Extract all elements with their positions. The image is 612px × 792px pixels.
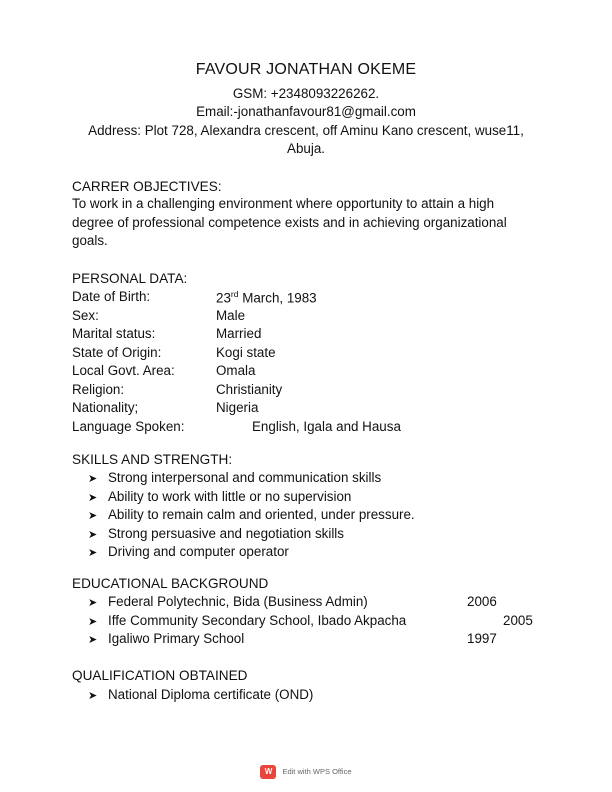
objectives-line-3: goals. <box>72 233 108 248</box>
nationality-label: Nationality; <box>72 400 139 415</box>
education-year: 2005 <box>503 613 533 628</box>
personal-data-heading: PERSONAL DATA: <box>72 271 188 286</box>
objectives-heading: CARRER OBJECTIVES: <box>72 179 222 194</box>
language-label: Language Spoken: <box>72 419 185 434</box>
candidate-name: FAVOUR JONATHAN OKEME <box>195 61 417 78</box>
dob-label: Date of Birth: <box>72 289 151 304</box>
lga-label: Local Govt. Area: <box>72 363 175 378</box>
arrowhead-bullet-icon: ➤ <box>88 634 98 646</box>
arrowhead-bullet-icon: ➤ <box>88 492 98 504</box>
religion-value: Christianity <box>216 382 283 397</box>
dob-suffix: rd <box>230 289 239 299</box>
qualification-heading: QUALIFICATION OBTAINED <box>72 668 248 683</box>
wps-watermark[interactable] <box>0 765 612 779</box>
state-label: State of Origin: <box>72 345 162 360</box>
religion-label: Religion: <box>72 382 125 397</box>
sex-value: Male <box>216 308 246 323</box>
list-item: ➤ Ability to work with little or no supervision <box>88 489 352 504</box>
objectives-line-2: degree of professional competence exists and in achieving organizational <box>72 215 507 230</box>
list-item: ➤ Federal Polytechnic, Bida (Business Admin) <box>88 594 368 609</box>
arrowhead-bullet-icon: ➤ <box>88 510 98 522</box>
arrowhead-bullet-icon: ➤ <box>88 597 98 609</box>
lga-value: Omala <box>216 363 256 378</box>
dob-day: 23 <box>216 290 231 306</box>
list-item: ➤ Driving and computer operator <box>88 544 289 559</box>
list-item: ➤ Igaliwo Primary School <box>88 631 245 646</box>
list-item: ➤ Strong interpersonal and communication skills <box>88 470 382 485</box>
list-item: ➤ National Diploma certificate (OND) <box>88 687 314 702</box>
phone-number: GSM: +2348093226262. <box>232 86 380 101</box>
list-item: ➤ Strong persuasive and negotiation skills <box>88 526 344 541</box>
arrowhead-bullet-icon: ➤ <box>88 529 98 541</box>
objectives-line-1: To work in a challenging environment where opportunity to attain a high <box>72 196 495 211</box>
list-item: ➤ Ability to remain calm and oriented, under pressure. <box>88 507 415 522</box>
marital-value: Married <box>216 326 262 341</box>
arrowhead-bullet-icon: ➤ <box>88 473 98 485</box>
language-value: English, Igala and Hausa <box>252 419 401 434</box>
dob-value <box>216 289 317 305</box>
address-line-1: Address: Plot 728, Alexandra crescent, off Aminu Kano crescent, wuse11, <box>88 123 524 138</box>
address-line-2: Abuja. <box>287 141 325 156</box>
dob-rest: March, 1983 <box>238 290 317 306</box>
education-year: 1997 <box>467 631 497 646</box>
arrowhead-bullet-icon: ➤ <box>88 547 98 559</box>
education-heading: EDUCATIONAL BACKGROUND <box>72 576 269 591</box>
skills-heading: SKILLS AND STRENGTH: <box>72 452 233 467</box>
state-value: Kogi state <box>216 345 276 360</box>
marital-label: Marital status: <box>72 326 156 341</box>
education-year: 2006 <box>467 594 497 609</box>
nationality-value: Nigeria <box>216 400 259 415</box>
list-item: ➤ Iffe Community Secondary School, Ibado Akpacha <box>88 613 407 628</box>
wps-watermark-text: Edit with WPS Office <box>282 766 352 776</box>
wps-logo-icon: W <box>260 765 276 779</box>
sex-label: Sex: <box>72 308 99 323</box>
email-address: Email:-jonathanfavour81@gmail.com <box>196 104 416 119</box>
arrowhead-bullet-icon: ➤ <box>88 616 98 628</box>
arrowhead-bullet-icon: ➤ <box>88 690 98 702</box>
